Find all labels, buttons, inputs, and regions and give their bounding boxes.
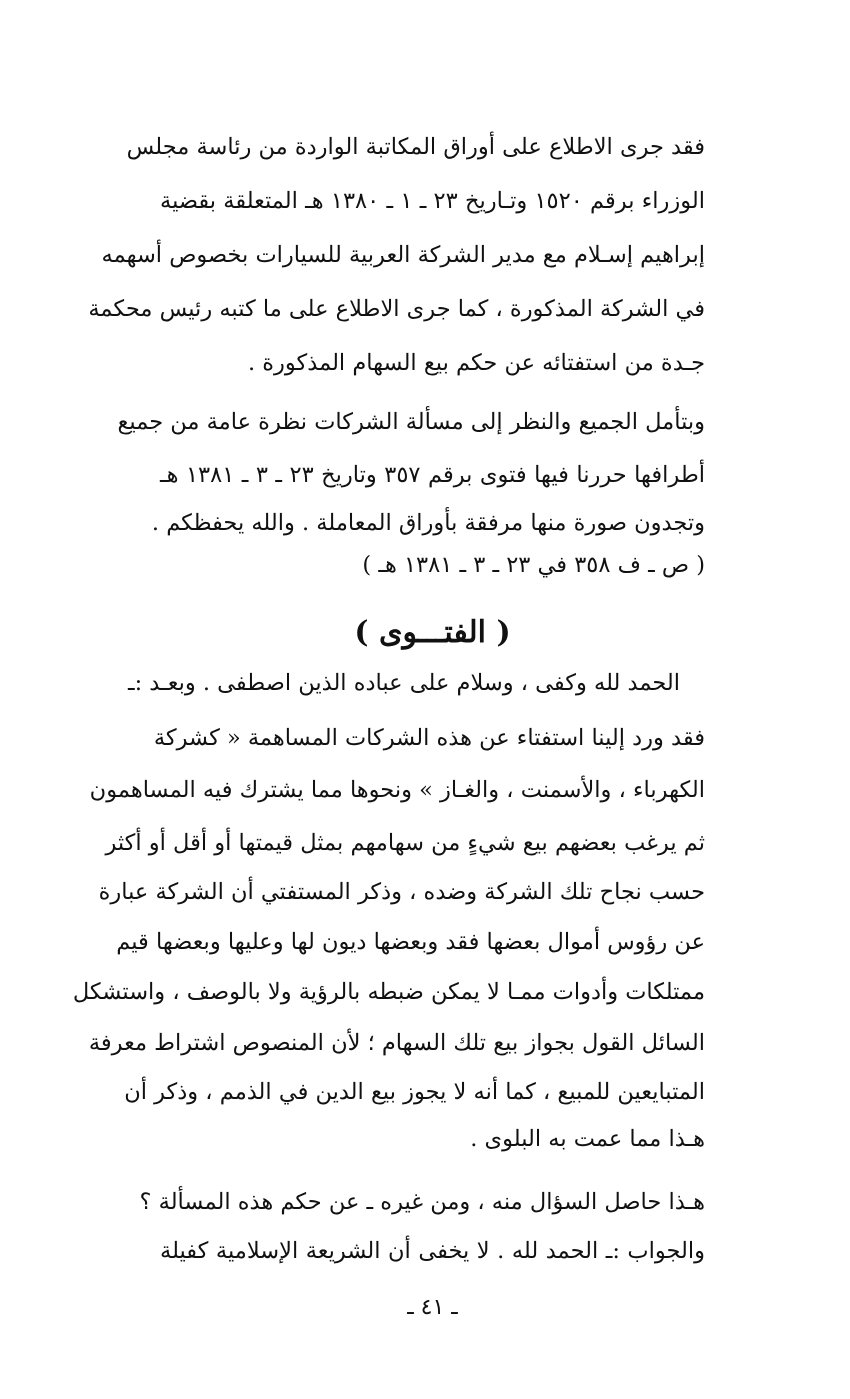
fatwa-opening: الحمد لله وكفى ، وسلام على عباده الذين اصطفى . وبعـد :ـ xyxy=(127,670,680,696)
document-page xyxy=(72,0,706,1399)
letter-line-6: وبتأمل الجميع والنظر إلى مسألة الشركات نظرة عامة من جميع xyxy=(117,409,705,435)
letter-line-4: في الشركة المذكورة ، كما جرى الاطلاع على ما كتبه رئيس محكمة xyxy=(88,296,705,322)
letter-line-3: إبراهيم إسـلام مع مدير الشركة العربية للسيارات بخصوص أسهمه xyxy=(101,242,705,268)
letter-line-1: فقد جرى الاطلاع على أوراق المكاتبة الواردة من رئاسة مجلس xyxy=(126,134,705,160)
fatwa-line-1: فقد ورد إلينا استفتاء عن هذه الشركات المساهمة « كشركة xyxy=(153,725,705,751)
fatwa-line-3: ثم يرغب بعضهم بيع شيءٍ من سهامهم بمثل قيمتها أو أقل أو أكثر xyxy=(105,830,705,856)
fatwa-line-8: المتبايعين للمبيع ، كما أنه لا يجوز بيع الدين في الذمم ، وذكر أن xyxy=(124,1079,705,1105)
letter-reference: ( ص ـ ف ٣٥٨ في ٢٣ ـ ٣ ـ ١٣٨١ هـ ) xyxy=(362,552,705,578)
fatwa-line-4: حسب نجاح تلك الشركة وضده ، وذكر المستفتي أن الشركة عبارة xyxy=(98,879,705,905)
fatwa-line-9: هـذا مما عمت به البلوى . xyxy=(470,1126,705,1152)
fatwa-line-5: عن رؤوس أموال بعضها فقد وبعضها ديون لها وعليها وبعضها قيم xyxy=(116,929,705,955)
question-line-2: والجواب :ـ الحمد لله . لا يخفى أن الشريعة الإسلامية كفيلة xyxy=(160,1238,705,1264)
fatwa-line-2: الكهرباء ، والأسمنت ، والغـاز » ونحوها مما يشترك فيه المساهمون xyxy=(89,777,705,803)
letter-line-2: الوزراء برقم ١٥٢٠ وتـاريخ ٢٣ ـ ١ ـ ١٣٨٠ هـ المتعلقة بقضية xyxy=(160,188,706,214)
letter-line-8: وتجدون صورة منها مرفقة بأوراق المعاملة . والله يحفظكم . xyxy=(151,510,705,536)
fatwa-line-6: ممتلكات وأدوات ممـا لا يمكن ضبطه بالرؤية ولا بالوصف ، واستشكل xyxy=(72,979,705,1005)
letter-line-5: جـدة من استفتائه عن حكم بيع السهام المذكورة . xyxy=(247,350,705,376)
question-line-1: هـذا حاصل السؤال منه ، ومن غيره ـ عن حكم هذه المسألة ؟ xyxy=(139,1189,705,1215)
fatwa-heading: ( الفتـــوى ) xyxy=(354,615,511,650)
letter-line-7: أطرافها حررنا فيها فتوى برقم ٣٥٧ وتاريخ ٢٣ ـ ٣ ـ ١٣٨١ هـ xyxy=(160,462,705,488)
fatwa-line-7: السائل القول بجواز بيع تلك السهام ؛ لأن المنصوص اشتراط معرفة xyxy=(88,1030,705,1056)
page-number: ـ ٤١ ـ xyxy=(407,1295,458,1320)
